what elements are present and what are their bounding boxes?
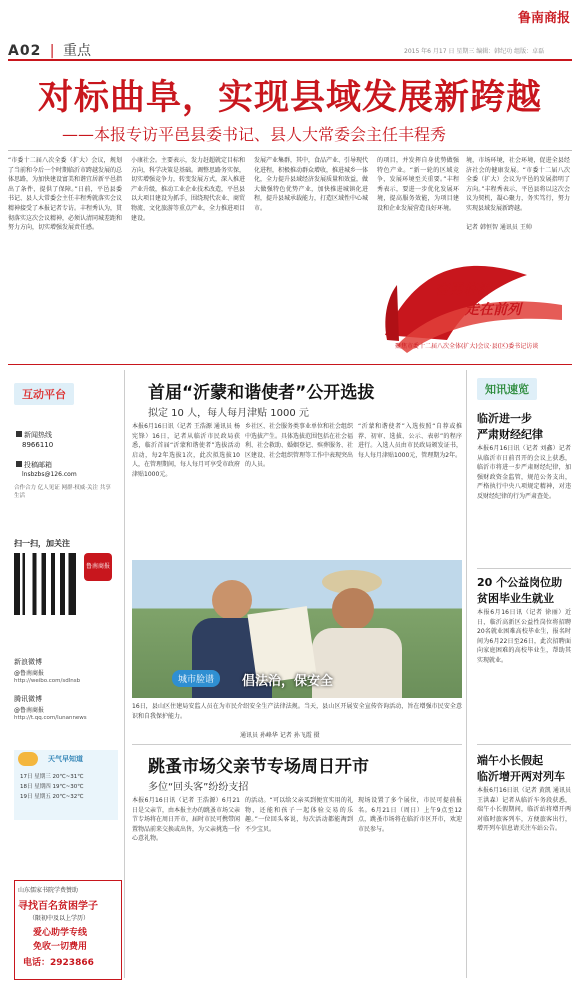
hotline-label-text: 新闻热线 xyxy=(24,431,52,439)
story1-title: 首届“沂蒙和谐使者”公开选拔 xyxy=(148,383,375,403)
ad-sub: （限初中及以上学历） xyxy=(29,915,90,922)
byline-label: 记者 xyxy=(466,224,479,231)
header-rule xyxy=(8,59,572,61)
submit-label-text: 投稿邮箱 xyxy=(24,461,52,469)
section-name: 重点 xyxy=(62,43,91,59)
submit-label xyxy=(16,460,52,470)
brief1-title-line2: 严肃财经纪律 xyxy=(477,428,543,441)
photo-figure-head xyxy=(212,580,252,620)
brief1-title-line1: 临沂进一步 xyxy=(477,412,532,425)
caption-tag: 城市脸谱 xyxy=(172,670,220,687)
page-section: A02 | 重点 xyxy=(8,43,91,59)
sina-weibo-label: 新浪微博 xyxy=(14,658,42,666)
lead-column-2: 小康社会。主要表示，发力赶超就定目标和方向，科学决策是基础。调整思路务实保，切实增强竞争力，转变发展方式，深入推进产业升级，推动工业企业技术改造，平邑县以大项目建设为抓手，围绕现代农业、商贸物流、文化旅游等重点产业，全力推进项目建设。 xyxy=(131,157,245,222)
phone-icon xyxy=(16,431,22,437)
byline-name: 韩恒智 xyxy=(479,224,498,231)
brief3-text: 本报6月16日讯（记者 黄凯 通讯员 王洪森）记者从临沂车务段获悉，端午小长假期间，临沂站将增开两对临时旅客列车，方便旅客出行，增开列车信息请关注车站公告。 xyxy=(477,787,571,833)
story1-column-2: 乡社区、社会服务类事业单位和社会组织中选拔产生。具体选拔范围包括在社会福利、社会救助、婚姻登记、殡葬服务、社区建设、社会组织管理等工作中表现突出的人员。 xyxy=(245,423,353,469)
sun-cloud-icon xyxy=(18,752,38,766)
byline-name-2: 王帅 xyxy=(519,224,532,231)
lead-headline: 对标曲阜，实现县域发展新跨越 xyxy=(38,77,543,118)
ad-title: 山东儒家书院学费赞助 xyxy=(18,887,79,894)
tencent-weibo-label: 腾讯微博 xyxy=(14,695,42,703)
headline-rule xyxy=(8,150,572,151)
interactive-tag: 互动平台 xyxy=(14,383,74,405)
sina-weibo-handle[interactable]: @鲁南商报 xyxy=(14,670,45,677)
brief3-title-line2: 临沂增开两对列车 xyxy=(477,770,565,783)
ad-headline: 寻找百名贫困学子 xyxy=(18,901,98,912)
story2-subtitle: 多位“回头客”纷纷支招 xyxy=(148,782,249,793)
brief1-text: 本报6月16日讯（记者 刘鑫）记者从临沂市日前召开的会议上获悉，临沂市将进一步严肃财经纪律，加强财政资金监管，规范公务支出，严格执行中央八项规定精神，对违反财经纪律的行为严肃查处。 xyxy=(477,445,571,500)
page-number: A02 xyxy=(8,43,42,59)
story1-column-1: 本报6月16日讯（记者 王浩源 通讯员 杨宪锋）16日，记者从临沂市民政局获悉，临沂首届“沂蒙和谐使者”选拔活动启动，每2年选拔1次，此次拟选拔10人，在管理期间，每人每月可享受市政府津贴1000元。 xyxy=(132,423,240,478)
banner-line-1: 奋勇临沂 xyxy=(435,282,491,298)
brief-divider-1 xyxy=(477,568,571,569)
lead-column-4: 的项目，并发挥自身优势做强特色产业。“新一轮的区域竞争，发展环境至关重要。”丰程秀表示，要进一步优化发展环境，提高服务效能，为项目建设和企业发展营造良好环境。 xyxy=(377,157,459,212)
story2-column-1: 本报6月16日讯（记者 王浩源）6月21日是父亲节，由本报主办的跳蚤市场父亲节专场将在周日开市，届时市民可携带闲置物品前来交换或出售，为父亲挑选一份心意礼物。 xyxy=(132,797,240,843)
weather-title: 天气早知道 xyxy=(48,755,83,763)
mail-icon xyxy=(16,461,22,467)
ad-line: 爱心助学专线 xyxy=(33,928,88,938)
weather-list xyxy=(20,772,83,802)
photo-figure-head-2 xyxy=(332,588,374,630)
follow-label: 扫一扫，加关注 xyxy=(14,539,70,548)
ad-free: 免收一切费用 xyxy=(33,942,88,952)
brief2-title-line2: 贫困毕业生就业 xyxy=(477,592,554,605)
photo-byline: 通讯员 孙峰华 记者 孙飞霞 摄 xyxy=(240,732,320,739)
hotline-number: 8966110 xyxy=(22,441,54,449)
story1-column-3: “沂蒙和谐使者”入选按照“自荐或推荐、初审、选拔、公示、表彰”的程序进行。入选人员由市民政局颁发证书，每人每月津贴1000元，管理期为2年。 xyxy=(358,423,462,459)
photo-caption: 16日，县山区住建局安监人员在为市民介绍安全生产法律法规。当天，县山区开展安全宣传咨询活动，旨在增强市民安全意识和自我保护能力。 xyxy=(132,703,462,720)
story-divider xyxy=(132,744,462,745)
weather-box xyxy=(14,750,118,820)
story2-column-2: 的活动。“可以给父亲买到便宜实用的礼物，还能和孩子一起体验交易的乐趣。”一位回头客说，每次活动都能淘到不少宝贝。 xyxy=(245,797,353,833)
weather-row: 17日 星期三 20℃~31℃ xyxy=(20,774,84,780)
brief3-title-line1: 端午小长假起 xyxy=(477,754,543,767)
brand-logo: 鲁南商报 xyxy=(517,11,570,26)
email-link[interactable]: lnsbzbs@126.com xyxy=(22,471,77,478)
caption-title: 倡法治，保安全 xyxy=(242,674,334,689)
qr-code[interactable] xyxy=(14,553,76,615)
ad-phone: 电话：2923866 xyxy=(23,958,94,968)
section-rule xyxy=(8,364,572,365)
news-photo xyxy=(132,560,462,698)
series-banner xyxy=(377,245,570,359)
lead-column-5: 境，市场环境，社会环境，促进全县经济社会的健康发展。“市委十二届八次全委（扩大）会议为平邑的发展指明了方向。”丰程秀表示，平邑县将以这次会议为契机，凝心聚力，务实笃行，努力实现县域发展新跨越。 xyxy=(466,157,570,212)
sidebar-slogan: 合作合力 亿人见证 网群·权威·关注 共享生活 xyxy=(14,485,111,499)
right-divider xyxy=(466,370,467,978)
sidebar-divider xyxy=(124,370,125,978)
brief2-text: 本报6月16日讯（记者 徐丽）近日，临沂高新区公益性岗位将招聘20名就业困难高校毕业生，报名时间为6月22日至26日，此次招聘面向家庭困难的高校毕业生，帮助其实现就业。 xyxy=(477,609,571,664)
lead-column-1: “市委十二届八次全委（扩大）会议，规划了当前和今后一个时期临沂市跨越发展的总体思路，为加快建设富美和谐宜居新平邑指出了条件，提供了保障。”日前，平邑县委书记、县人大常委会主任丰程秀就落实会议精神接受了本报记者专访。丰程秀认为，贯彻落实这次会议精神，必须认清同城差距和努力方向，切实增强发展责任感。 xyxy=(8,157,122,232)
sina-weibo-url[interactable]: http://weibo.com/sdlnsb xyxy=(14,678,81,684)
lead-column-3: 发展产业集群，其中，食品产业、引导现代化进程，积极推动群众增收，推进城乡一体化，全力提升县域经济发展质量和效益，做大做强特色优势产业，加快推进城镇化进程，提升县城承载能力，打造区域性中心城市。 xyxy=(254,157,368,212)
lead-byline xyxy=(466,222,532,231)
story2-column-3: 现场设置了多个展位，市民可提前报名。6月21日（周日）上午9点至12点，跳蚤市场将在临沂市区开市，欢迎市民参与。 xyxy=(358,797,462,833)
tencent-weibo-handle[interactable]: @鲁南商报 xyxy=(14,707,45,714)
brief-divider-2 xyxy=(477,744,571,745)
banner-line-2: 走在前列 xyxy=(465,302,521,318)
tencent-weibo-url[interactable]: http://t.qq.com/lunannews xyxy=(14,715,87,721)
banner-caption: 聚焦市委十二届八次全体(扩大)会议·县(区)委书记访谈 xyxy=(395,343,539,350)
lead-subhead: ——本报专访平邑县委书记、县人大常委会主任丰程秀 xyxy=(62,125,447,144)
issue-meta: 2015 年6 月17 日 星期三 编辑：韩纪功 组版：卓磊 xyxy=(404,48,545,55)
brief2-title-line1: 20 个公益岗位助 xyxy=(477,576,563,589)
hotline-label xyxy=(16,430,52,440)
app-logo-icon: 鲁南商报 xyxy=(84,553,112,581)
news-brief-tag: 知讯速览 xyxy=(477,378,537,400)
story1-subtitle: 拟定 10 人，每人每月津贴 1000 元 xyxy=(148,408,309,419)
charity-ad xyxy=(14,880,122,980)
byline-role: 通讯员 xyxy=(499,224,518,231)
weather-row: 18日 星期四 19℃~30℃ xyxy=(20,784,84,790)
story2-title: 跳蚤市场父亲节专场周日开市 xyxy=(148,757,369,777)
weather-row: 19日 星期五 20℃~32℃ xyxy=(20,794,84,800)
